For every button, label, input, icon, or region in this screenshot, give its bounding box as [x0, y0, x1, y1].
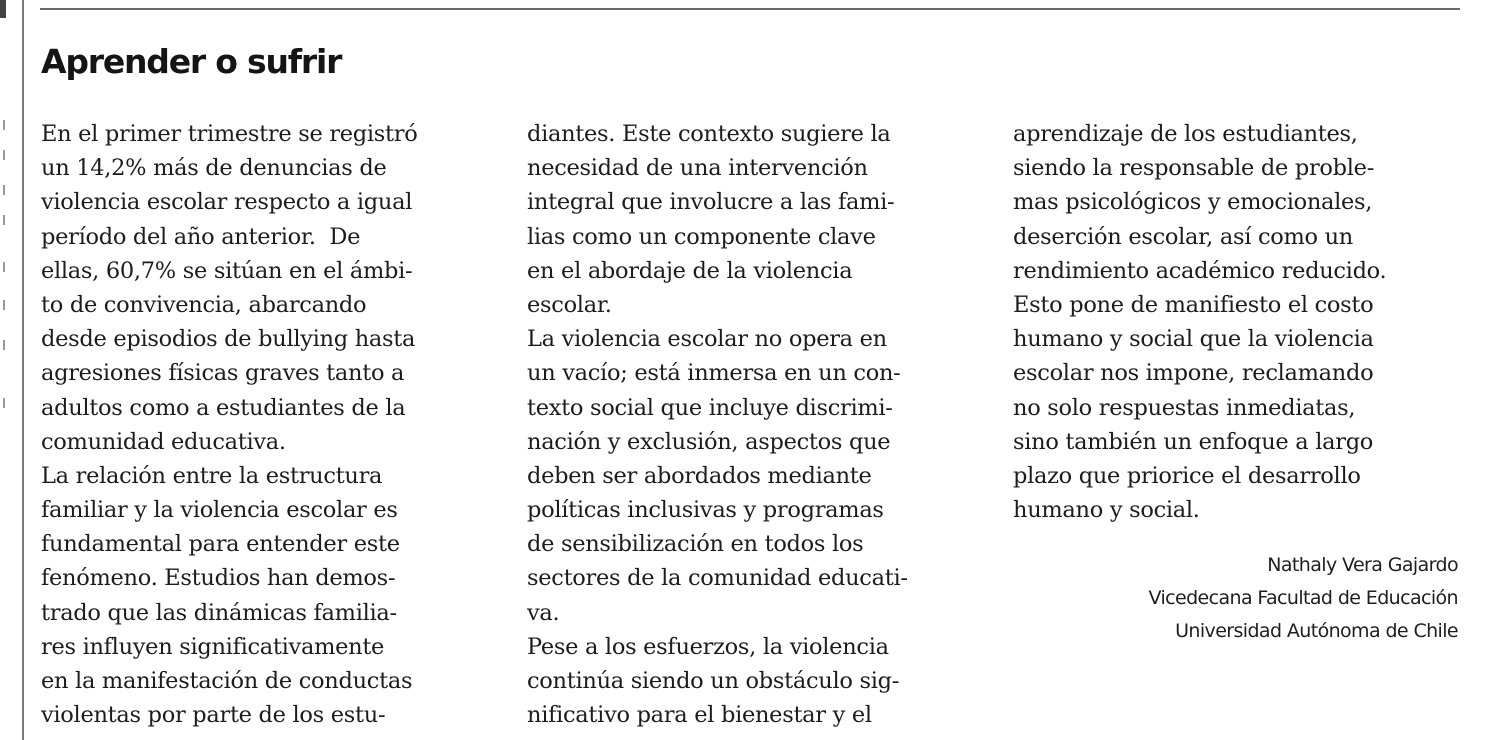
text-line: en la manifestación de conductas	[41, 668, 413, 694]
article-headline: Aprender o sufrir	[41, 42, 342, 81]
margin-tick	[3, 150, 5, 160]
margin-tick	[3, 215, 5, 225]
text-line: desde episodios de bullying hasta	[41, 326, 416, 353]
text-line: to de convivencia, abarcando	[41, 291, 367, 318]
text-line: adultos como a estudiantes de la	[41, 394, 406, 421]
article-column-2	[527, 117, 908, 732]
text-line: La violencia escolar no opera en	[527, 326, 887, 353]
margin-tick	[3, 262, 5, 272]
column-divider-left	[22, 0, 24, 740]
text-line: La relación entre la estructura	[41, 462, 383, 489]
text-line: humano y social que la violencia	[1013, 326, 1374, 353]
text-line: fundamental para entender este	[41, 531, 400, 558]
text-line: no solo respuestas inmediatas,	[1013, 394, 1356, 421]
text-line: un 14,2% más de denuncias de	[41, 155, 387, 182]
text-line: trado que las dinámicas familia-	[41, 599, 397, 626]
article-column-3	[1013, 117, 1386, 527]
author-title: Vicedecana Facultad de Educación	[1148, 587, 1458, 609]
text-line: continúa siendo un obstáculo sig-	[527, 668, 899, 694]
text-line: Pese a los esfuerzos, la violencia	[527, 633, 889, 660]
text-line: agresiones físicas graves tanto a	[41, 360, 405, 387]
text-line: sectores de la comunidad educati-	[527, 565, 908, 592]
text-line: integral que involucre a las fami-	[527, 189, 895, 216]
text-line: res influyen significativamente	[41, 633, 385, 660]
text-line: violentas por parte de los estu-	[41, 702, 386, 729]
author-institution: Universidad Autónoma de Chile	[1175, 620, 1458, 642]
text-line: aprendizaje de los estudiantes,	[1013, 121, 1358, 147]
margin-tick	[3, 300, 5, 310]
text-line: rendimiento académico reducido.	[1013, 257, 1387, 284]
text-line: lias como un componente clave	[527, 223, 876, 250]
author-name: Nathaly Vera Gajardo	[1267, 554, 1458, 576]
text-line: humano y social.	[1013, 497, 1200, 524]
text-line: sino también un enfoque a largo	[1013, 428, 1374, 455]
text-line: período del año anterior. De	[41, 223, 361, 250]
article-column-1	[41, 117, 417, 732]
top-rule	[40, 8, 1460, 10]
text-line: mas psicológicos y emocionales,	[1013, 189, 1373, 216]
text-line: políticas inclusivas y programas	[527, 497, 884, 524]
page-edge-mark	[0, 0, 6, 18]
text-line: deserción escolar, así como un	[1013, 223, 1354, 250]
text-line: familiar y la violencia escolar es	[41, 497, 398, 524]
text-line: en el abordaje de la violencia	[527, 257, 853, 284]
margin-tick	[3, 398, 5, 408]
margin-tick	[3, 120, 5, 130]
text-line: comunidad educativa.	[41, 428, 286, 455]
text-line: va.	[527, 599, 560, 626]
text-line: violencia escolar respecto a igual	[41, 189, 413, 216]
margin-tick	[3, 185, 5, 195]
text-line: diantes. Este contexto sugiere la	[527, 121, 891, 147]
margin-tick	[3, 340, 5, 350]
text-line: plazo que priorice el desarrollo	[1013, 462, 1361, 489]
text-line: En el primer trimestre se registró	[41, 121, 418, 147]
text-line: escolar nos impone, reclamando	[1013, 360, 1374, 387]
text-line: escolar.	[527, 291, 612, 318]
text-line: ellas, 60,7% se sitúan en el ámbi-	[41, 257, 413, 284]
text-line: deben ser abordados mediante	[527, 462, 872, 489]
text-line: de sensibilización en todos los	[527, 531, 864, 558]
text-line: siendo la responsable de proble-	[1013, 155, 1374, 182]
text-line: un vacío; está inmersa en un con-	[527, 360, 901, 387]
text-line: nificativo para el bienestar y el	[527, 702, 872, 729]
text-line: nación y exclusión, aspectos que	[527, 428, 891, 455]
text-line: necesidad de una intervención	[527, 155, 868, 182]
text-line: fenómeno. Estudios han demos-	[41, 565, 396, 592]
author-signature	[1148, 549, 1458, 648]
text-line: texto social que incluye discrimi-	[527, 394, 893, 421]
text-line: Esto pone de manifiesto el costo	[1013, 291, 1374, 318]
